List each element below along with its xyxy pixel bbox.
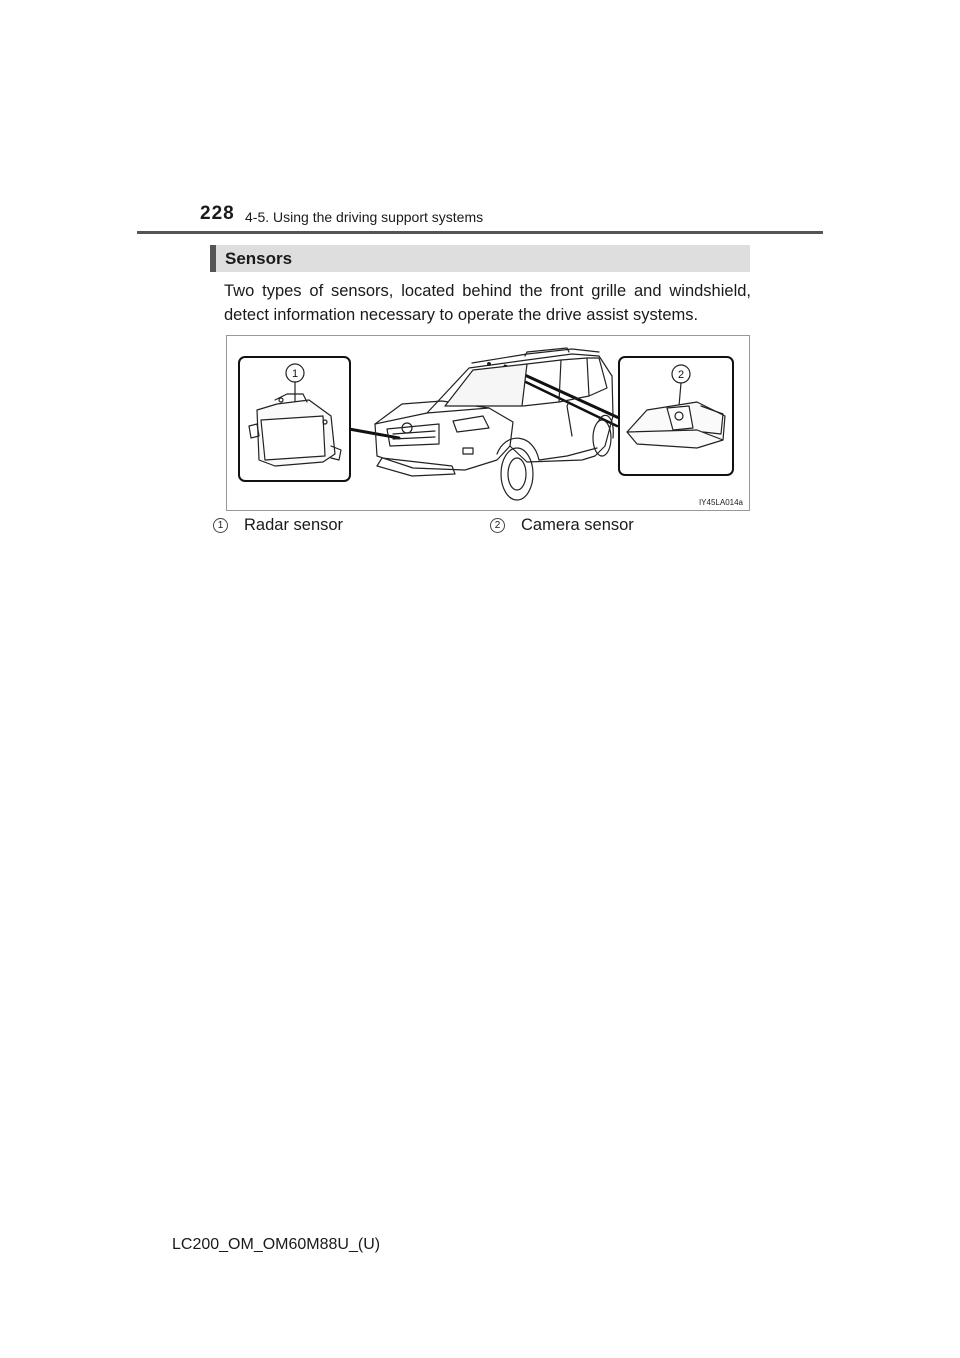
header-rule [137,231,823,234]
legend-item-camera [490,516,634,535]
section-heading-band [210,245,750,272]
intro-paragraph: Two types of sensors, located behind the front grille and windshield, detect information necessary to operate the drive assist systems. [224,282,751,324]
section-title: Sensors [225,249,293,268]
radar-sensor-inset [239,357,350,481]
callout-number-2: 2 [677,369,685,381]
vehicle-illustration [227,336,750,511]
callout-number-1: 1 [291,368,299,380]
footer-document-id: LC200_OM_OM60M88U_(U) [172,1236,381,1253]
legend-number-1: 1 [213,518,228,533]
section-path: 4-5. Using the driving support systems [245,209,484,225]
page-number: 228 [200,203,235,224]
legend-label-radar: Radar sensor [244,516,344,534]
vehicle-outline [375,348,613,500]
camera-sensor-inset [619,357,733,475]
legend-label-camera: Camera sensor [521,516,634,534]
legend-number-2: 2 [490,518,505,533]
figure-code: IY45LA014a [698,498,743,507]
sensors-illustration [226,335,750,511]
legend-item-radar [213,516,343,535]
